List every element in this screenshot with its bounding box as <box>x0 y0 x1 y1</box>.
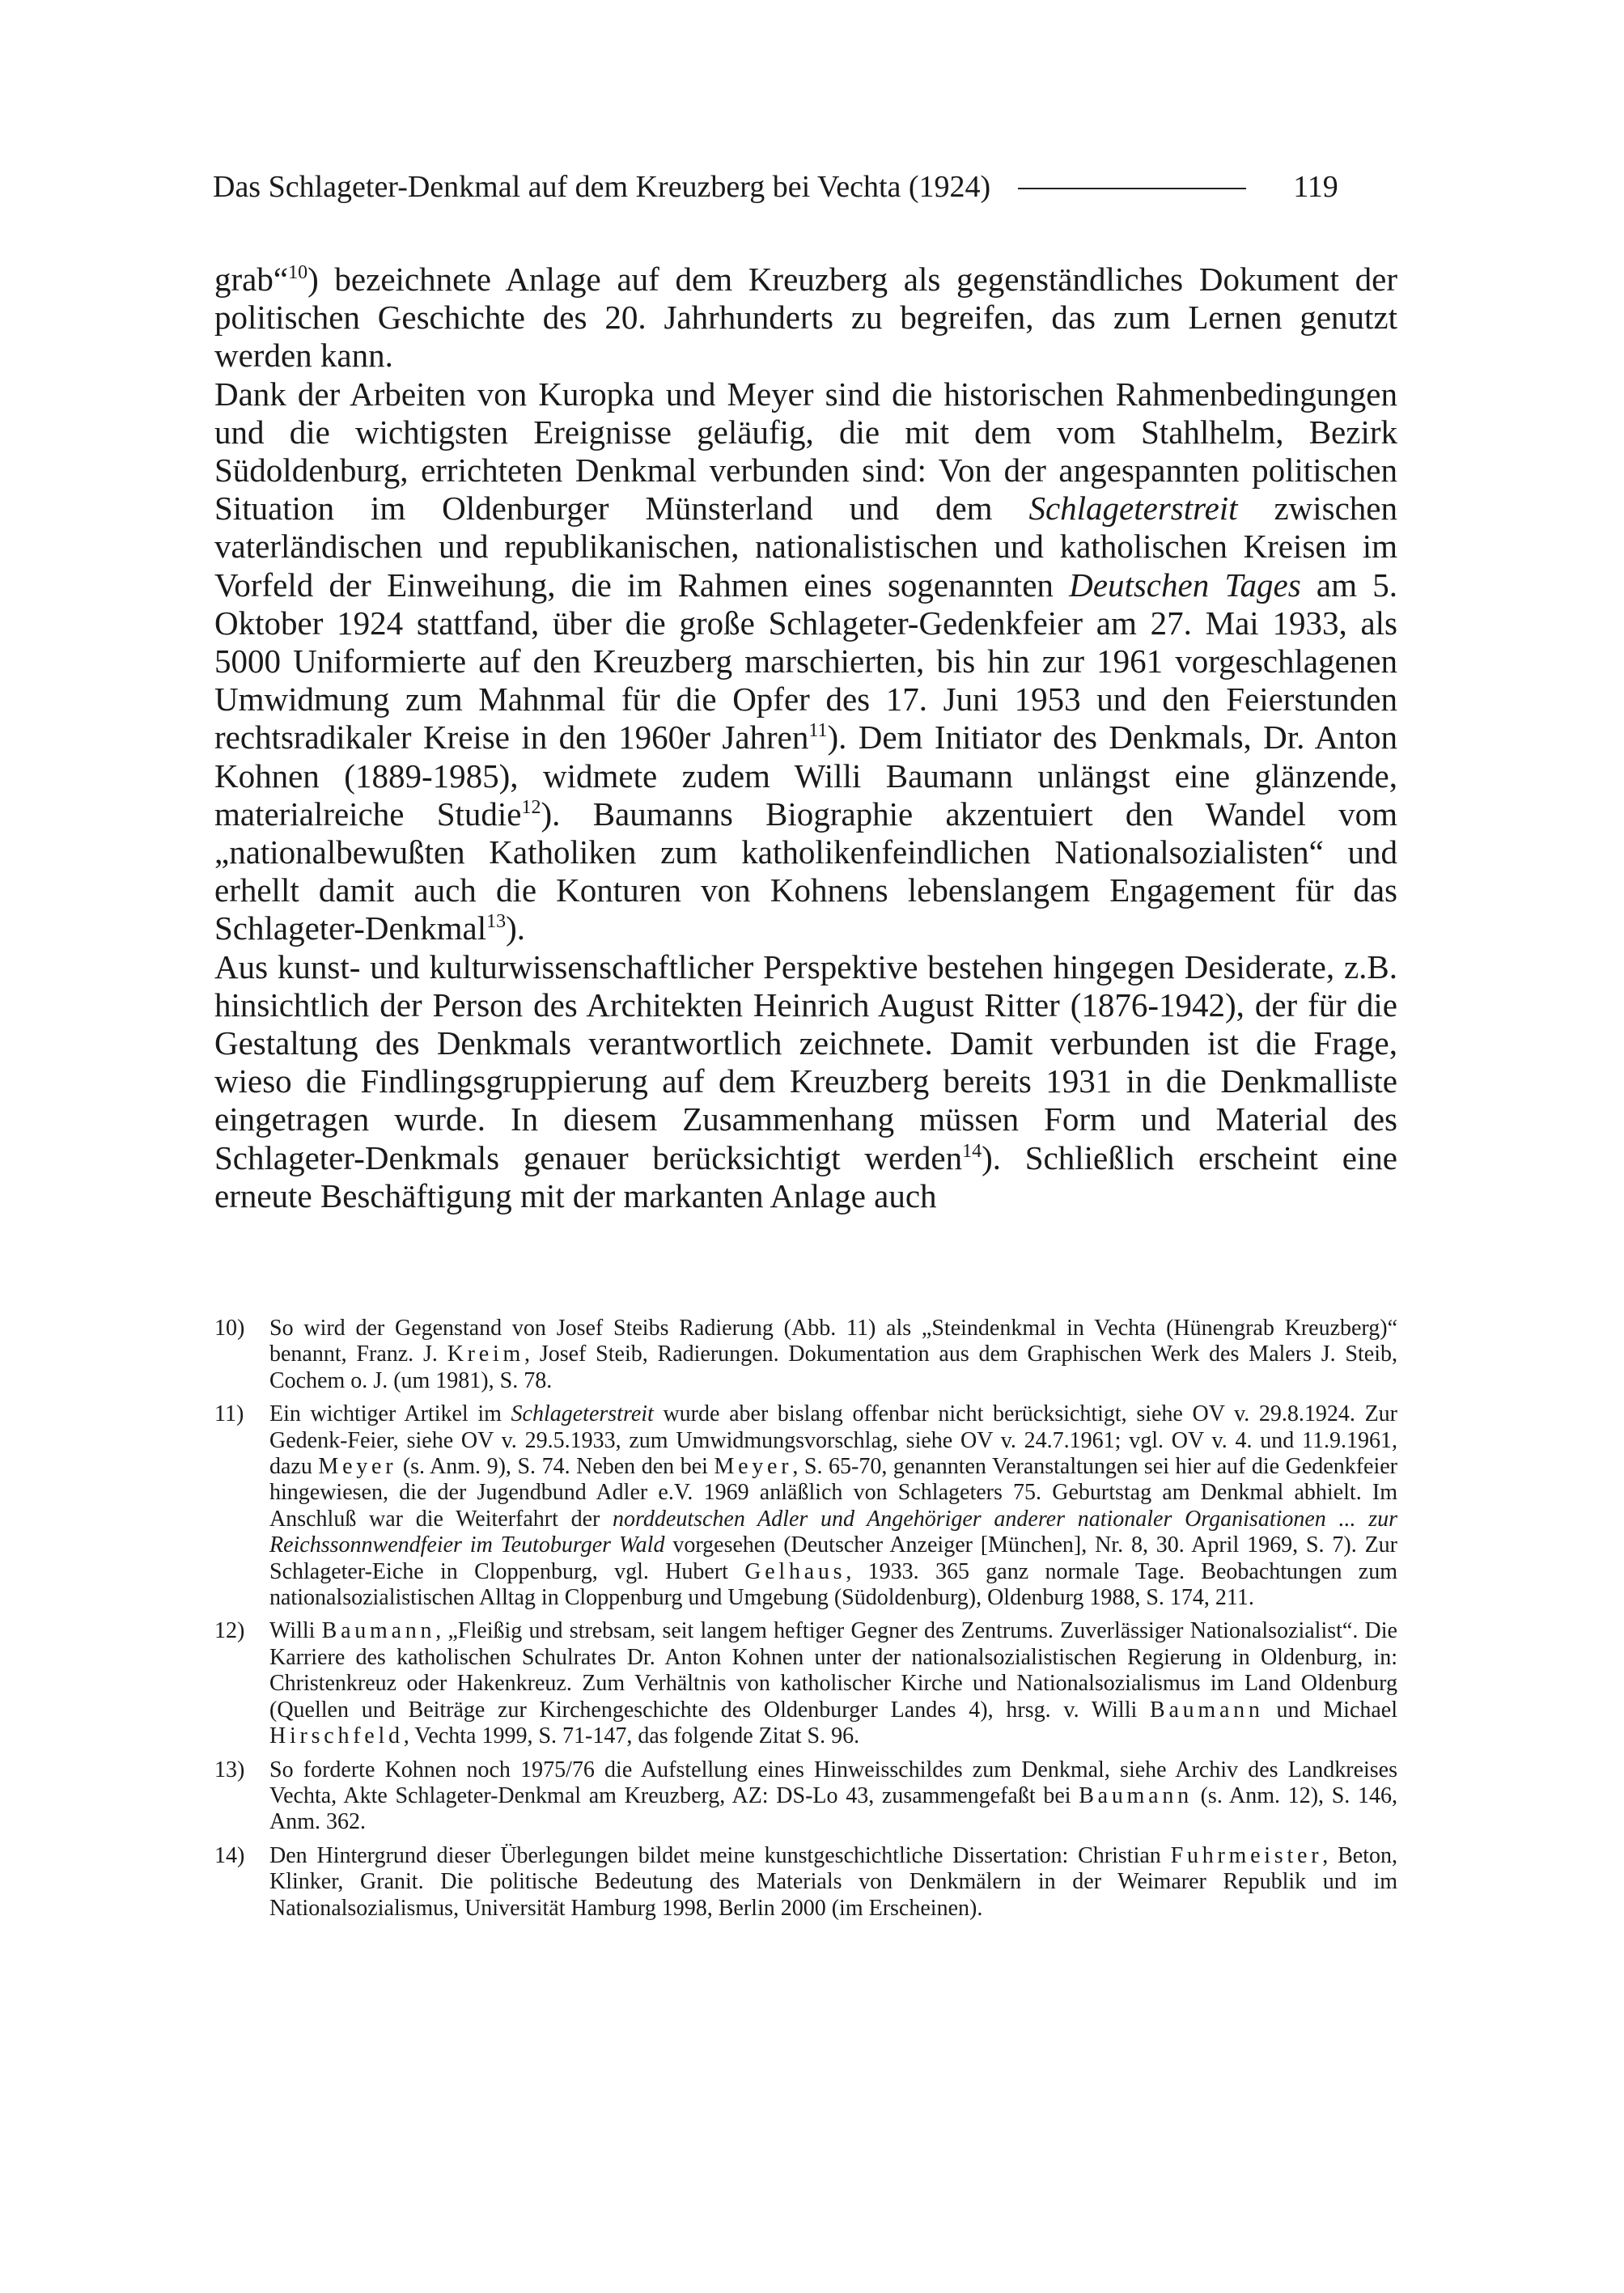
text-run: ). <box>506 909 526 947</box>
text-run: (s. Anm. 12), S. 146, Anm. 362. <box>269 1782 1397 1835</box>
footnote-text <box>269 1401 1397 1611</box>
text-run: ) bezeichnete Anlage auf dem Kreuzberg als gegenständliches Dokument der politischen Geschichte des 20. Jahrhunderts zu begreifen, das zum Lernen genutzt werden kann. <box>214 261 1397 375</box>
footnote-12 <box>214 1618 1397 1749</box>
text-run: wurde aber bislang offenbar nicht berücksichtigt, siehe OV v. 29.8.1924. Zur Gedenk-Feier, siehe OV v. 29.5.1933, zum Umwidmungsvorschlag, siehe OV v. 24.7.1961; vgl. OV v. 4. und 11.9.1961, dazu <box>269 1401 1397 1480</box>
author-name: Baumann <box>1079 1782 1193 1808</box>
footnote-number: 11) <box>214 1401 244 1427</box>
footnotes <box>214 1316 1397 1929</box>
text-run: , Josef Steib, Radierungen. Dokumentation aus dem Graphischen Werk des Malers J. Steib, Cochem o. J. (um 1981), S. 78. <box>269 1341 1397 1393</box>
text-run: , 1933. 365 ganz normale Tage. Beobachtungen zum nationalsozialistischen Alltag in Cloppenburg und Umgebung (Südoldenburg), Oldenburg 1988, S. 174, 211. <box>269 1558 1397 1611</box>
running-head <box>213 166 1399 208</box>
footnote-13 <box>214 1757 1397 1836</box>
text-run: und Michael <box>1263 1697 1397 1723</box>
text-run: ). Dem Initiator des Denkmals, Dr. Anton Kohnen (1889-1985), widmete zudem Willi Baumann unlängst eine glänzende, materialreiche Studie <box>214 718 1397 833</box>
italic-term: Deutschen Tages <box>1069 566 1301 604</box>
italic-term: Schlageterstreit <box>511 1401 654 1427</box>
text-run: vorgesehen (Deutscher Anzeiger [München], Nr. 8, 30. April 1969, S. 7). Zur Schlageter-Eiche in Cloppenburg, vgl. Hubert <box>269 1532 1398 1584</box>
footnote-number: 13) <box>214 1757 245 1782</box>
footnote-ref-10: 10 <box>288 262 308 283</box>
text-run: , „Fleißig und strebsam, seit langem heftiger Gegner des Zentrums. Zuverlässiger Nationalsozialist“. Die Karriere des katholischen Schulrates Dr. Anton Kohnen unter der nationalsozialistischen Regierung in Oldenburg, in: Christenkreuz oder Hakenkreuz. Zum Verhältnis von katholischer Kirche und Nationalsozialismus im Land Oldenburg (Quellen und Beiträge zur Kirchengeschichte des Oldenburger Landes 4), hrsg. v. Willi <box>269 1618 1397 1723</box>
footnote-14 <box>214 1843 1397 1922</box>
footnote-ref-12: 12 <box>521 796 541 818</box>
page-number: 119 <box>1293 170 1338 204</box>
running-head-title: Das Schlageter-Denkmal auf dem Kreuzberg bei Vechta (1924) <box>213 170 991 204</box>
running-head-rule <box>1018 188 1246 189</box>
footnote-ref-11: 11 <box>808 720 828 742</box>
footnote-number: 12) <box>214 1618 245 1644</box>
footnote-text <box>269 1757 1397 1836</box>
text-run: Ein wichtiger Artikel im <box>269 1401 511 1427</box>
author-name: Gelhaus <box>744 1558 846 1584</box>
main-text <box>214 261 1397 1215</box>
text-run: am 5. Oktober 1924 stattfand, über die große Schlageter-Gedenkfeier am 27. Mai 1933, als 5000 Uniformierte auf den Kreuzberg marschierten, bis hin zur 1961 vorgeschlagenen Umwidmung zum Mahnmal für die Opfer des 17. Juni 1953 und den Feierstunden rechtsradikaler Kreise in den 1960er Jahren <box>214 566 1397 757</box>
text-run: (s. Anm. 9), S. 74. Neben den bei <box>396 1454 714 1480</box>
author-name: Fuhrmeister <box>1170 1842 1323 1868</box>
text-run: , S. 65-70, genannten Veranstaltungen sei hier auf die Gedenkfeier hingewiesen, die der Jugendbund Adler e.V. 1969 anläßlich von Schlageters 75. Geburtstag am Denkmal abhielt. Im Anschluß war die Weiterfahrt der <box>269 1454 1397 1532</box>
italic-term: Schlageterstreit <box>1028 490 1238 528</box>
author-name: Meyer <box>318 1454 397 1480</box>
text-run: , Vechta 1999, S. 71-147, das folgende Zitat S. 96. <box>403 1723 860 1749</box>
footnote-ref-14: 14 <box>962 1140 982 1162</box>
footnote-text <box>269 1316 1397 1394</box>
paragraph-2 <box>214 375 1397 948</box>
paragraph-3 <box>214 948 1397 1215</box>
footnote-text <box>269 1843 1397 1922</box>
italic-term: norddeutschen Adler und Angehöriger anderer nationaler Organisationen ... zur Reichssonnwendfeier im Teutoburger Wald <box>269 1506 1398 1558</box>
text-run: Aus kunst- und kulturwissenschaftlicher Perspektive bestehen hingegen Desiderate, z.B. hinsichtlich der Person des Architekten Heinrich August Ritter (1876-1942), der für die Gestaltung des Denkmals verantwortlich zeichnete. Damit verbunden ist die Frage, wieso die Findlingsgruppierung auf dem Kreuzberg bereits 1931 in die Denkmalliste eingetragen wurde. In diesem Zusammenhang müssen Form und Material des Schlageter-Denkmals genauer berücksichtigt werden <box>214 947 1397 1176</box>
footnote-11 <box>214 1401 1397 1611</box>
text-run: zwischen vaterländischen und republikanischen, nationalistischen und katholischen Kreisen im Vorfeld der Einweihung, die im Rahmen eines sogenannten <box>214 490 1397 604</box>
text-run: grab“ <box>214 261 289 298</box>
text-run: So wird der Gegenstand von Josef Steibs Radierung (Abb. 11) als „Steindenkmal in Vechta (Hünengrab Kreuzberg)“ benannt, Franz. J. <box>269 1316 1397 1367</box>
footnote-number: 10) <box>214 1316 245 1341</box>
text-run: , Beton, Klinker, Granit. Die politische Bedeutung des Materials von Denkmälern in der Weimarer Republik und im Nationalsozialismus, Universität Hamburg 1998, Berlin 2000 (im Erscheinen). <box>269 1842 1397 1921</box>
footnote-number: 14) <box>214 1842 245 1868</box>
footnote-10 <box>214 1316 1397 1394</box>
author-name: Hirschfeld <box>269 1723 404 1749</box>
text-run: ). Schließlich erscheint eine erneute Beschäftigung mit der markanten Anlage auch <box>214 1138 1398 1214</box>
author-name: Kreim <box>447 1341 525 1367</box>
text-run: Willi <box>269 1618 322 1644</box>
author-name: Meyer <box>714 1454 793 1480</box>
paragraph-1 <box>214 261 1397 375</box>
text-run: Den Hintergrund dieser Überlegungen bildet meine kunstgeschichtliche Dissertation: Christian <box>269 1842 1171 1868</box>
footnote-ref-13: 13 <box>486 911 507 933</box>
footnote-text <box>269 1618 1397 1749</box>
text-run: ). Baumanns Biographie akzentuiert den Wandel vom „nationalbewußten Katholiken zum katholikenfeindlichen Nationalsozialisten“ und erhellt damit auch die Konturen von Kohnens lebenslangem Engagement für das Schlageter-Denkmal <box>214 795 1397 947</box>
author-name: Baumann <box>321 1618 436 1644</box>
text-run: So forderte Kohnen noch 1975/76 die Aufstellung eines Hinweisschildes zum Denkmal, siehe Archiv des Landkreises Vechta, Akte Schlageter-Denkmal am Kreuzberg, AZ: DS-Lo 43, zusammengefaßt bei <box>269 1757 1397 1808</box>
text-run: Dank der Arbeiten von Kuropka und Meyer sind die historischen Rahmenbedingungen und die wichtigsten Ereignisse geläufig, die mit dem vom Stahlhelm, Bezirk Südoldenburg, errichteten Denkmal verbunden sind: Von der angespannten politischen Situation im Oldenburger Münsterland und dem <box>214 375 1397 528</box>
author-name: Baumann <box>1150 1697 1264 1723</box>
